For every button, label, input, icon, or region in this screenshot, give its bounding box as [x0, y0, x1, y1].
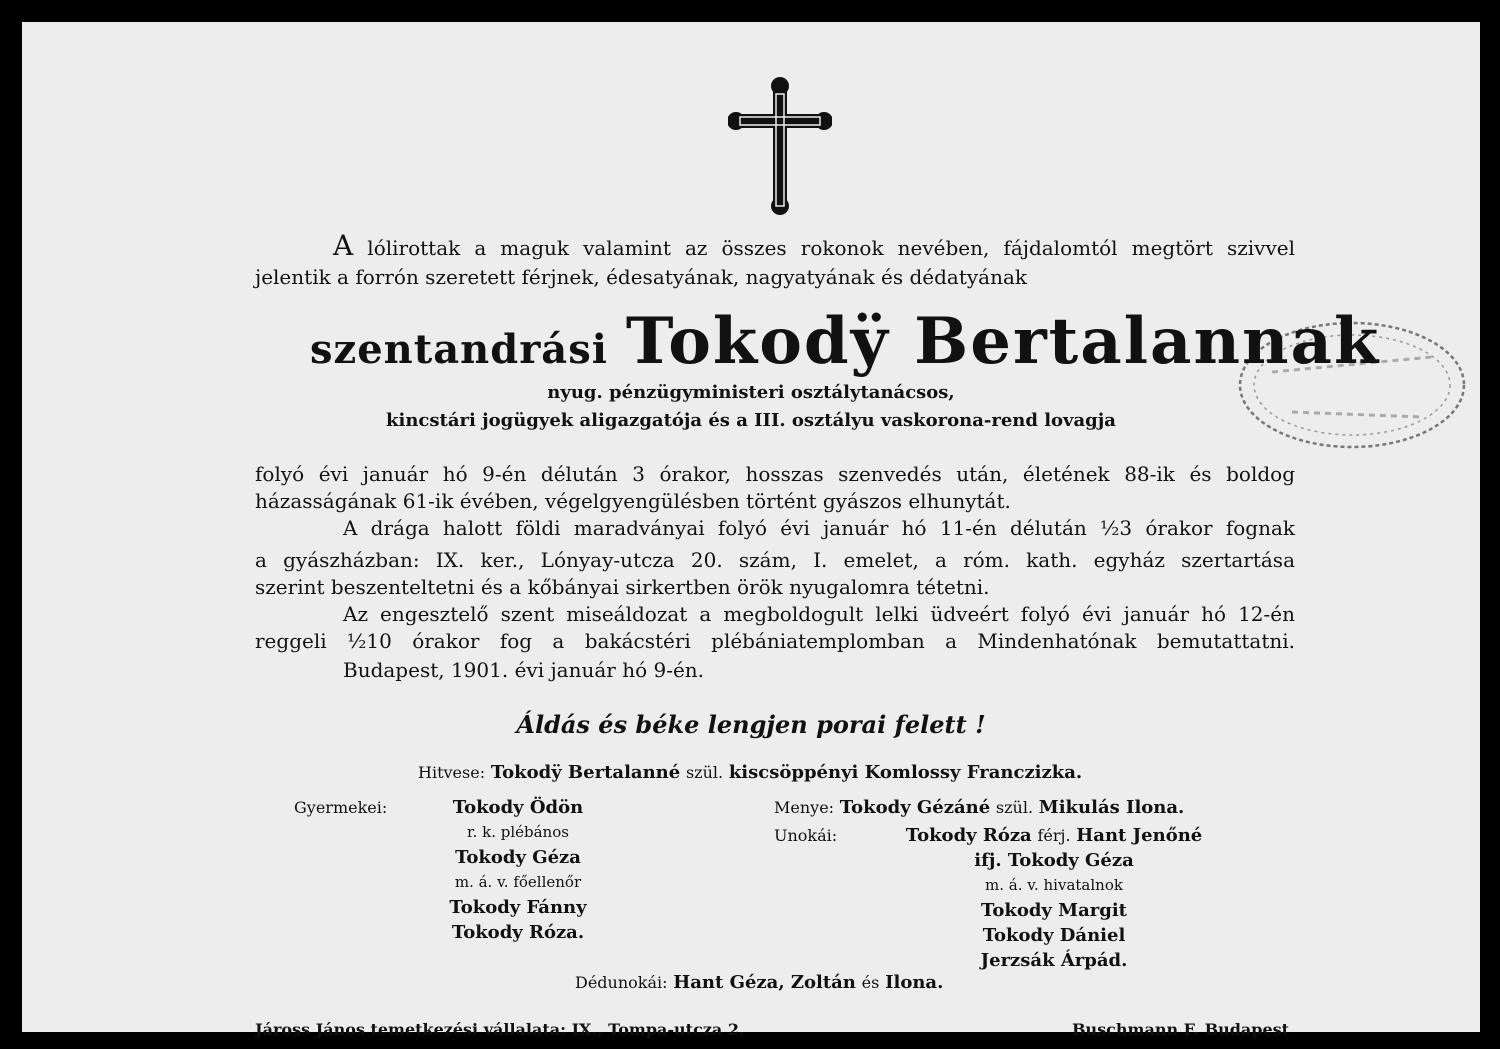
body-line-4: a gyászházban: IX. ker., Lónyay-utcza 20. szám, I. emelet, a róm. kath. egyház szertartása: [255, 548, 1295, 572]
daughter-in-law-maiden: Mikulás Ilona.: [1038, 797, 1185, 818]
grandchild-first: [874, 823, 1234, 848]
cross-icon: [728, 76, 832, 216]
name-main: Tokodÿ Bertalannak: [625, 304, 1381, 379]
daughter-in-law-szul: szül.: [995, 798, 1034, 817]
deceased-title-2: kincstári jogügyek aligazgatója és a III. osztályu vaskorona-rend lovagja: [386, 410, 1116, 431]
daughter-in-law-name: Tokody Gézáné: [839, 797, 991, 818]
body-line-7: reggeli ½10 órakor fog a bakácstéri plébániatemplomban a Mindenhatónak bemutattatni.: [255, 629, 1295, 653]
child-entry-0: Tokody Ödön: [452, 797, 584, 818]
body-line-1: folyó évi január hó 9-én délután 3 órakor, hosszas szenvedés után, életének 88-ik és boldog: [255, 462, 1295, 486]
printer-name: Buschmann F. Budapest: [1072, 1020, 1290, 1039]
funeral-company: Jáross János temetkezési vállalata: IX., Tompa-utcza 2.: [255, 1020, 745, 1039]
grandchild-entry-2: Tokody Margit: [981, 900, 1127, 921]
obituary-page: [22, 22, 1480, 1039]
body-line-8: Budapest, 1901. évi január hó 9-én.: [343, 658, 705, 682]
grandchildren-list: [874, 823, 1234, 973]
spouse-name: Tokodÿ Bertalanné: [490, 762, 681, 783]
child-entry-2: Tokody Géza: [455, 847, 581, 868]
child-entry-1: r. k. plébános: [467, 823, 569, 841]
blessing-line: Áldás és béke lengjen porai felett !: [516, 710, 986, 739]
intro-line-2: jelentik a forrón szeretett férjnek, édesatyának, nagyatyának és dédatyának: [255, 265, 1028, 289]
spouse-line: [418, 762, 1082, 783]
great-grandchildren-names-2: Ilona.: [885, 972, 944, 993]
great-grandchildren-label: Dédunokái:: [575, 973, 668, 992]
children-label: Gyermekei:: [294, 798, 388, 817]
great-grandchildren-es: és: [861, 973, 880, 992]
intro-line-1: [255, 230, 1295, 264]
deceased-name: [310, 304, 1380, 379]
grandchild-entry-1: m. á. v. hivatalnok: [985, 876, 1123, 894]
grandchild-first-name: Tokody Róza: [905, 825, 1032, 846]
body-line-3: A drága halott földi maradványai folyó évi január hó 11-én délután ½3 órakor fognak: [343, 516, 1295, 540]
body-line-2: házasságának 61-ik évében, végelgyengülésben történt gyászos elhunytát.: [255, 489, 1011, 513]
deceased-title-1: nyug. pénzügyministeri osztálytanácsos,: [547, 382, 955, 403]
spouse-label: Hitvese:: [418, 763, 486, 782]
child-entry-3: m. á. v. főellenőr: [454, 873, 582, 891]
grandchild-entry-0: ifj. Tokody Géza: [974, 850, 1134, 871]
children-list: [418, 795, 618, 945]
spouse-maiden-name: kiscsöppényi Komlossy Franczizka.: [728, 762, 1083, 783]
grandchild-husband: Hant Jenőné: [1076, 825, 1203, 846]
grandchild-entry-3: Tokody Dániel: [982, 925, 1126, 946]
name-prefix: szentandrási: [310, 326, 608, 373]
daughter-in-law-label: Menye:: [774, 798, 835, 817]
grandchildren-label: Unokái:: [774, 826, 838, 845]
child-entry-5: Tokody Róza.: [451, 922, 585, 943]
intro-line-1-text: lólirottak a maguk valamint az összes rokonok nevében, fájdalomtól megtört szivvel: [353, 236, 1295, 260]
great-grandchildren-names-1: Hant Géza, Zoltán: [673, 972, 856, 993]
grandchild-entry-4: Jerzsák Árpád.: [980, 950, 1128, 971]
spouse-szul: szül.: [685, 763, 724, 782]
body-line-6: Az engesztelő szent miseáldozat a megboldogult lelki üdveért folyó évi január hó 12-én: [343, 602, 1295, 626]
child-entry-4: Tokody Fánny: [449, 897, 587, 918]
intro-dropcap: A: [333, 229, 354, 262]
daughter-in-law-line: [774, 795, 1184, 820]
body-line-5: szerint beszenteltetni és a kőbányai sirkertben örök nyugalomra tétetni.: [255, 575, 990, 599]
grandchild-ferj: férj.: [1037, 826, 1071, 845]
great-grandchildren-line: [575, 972, 943, 993]
